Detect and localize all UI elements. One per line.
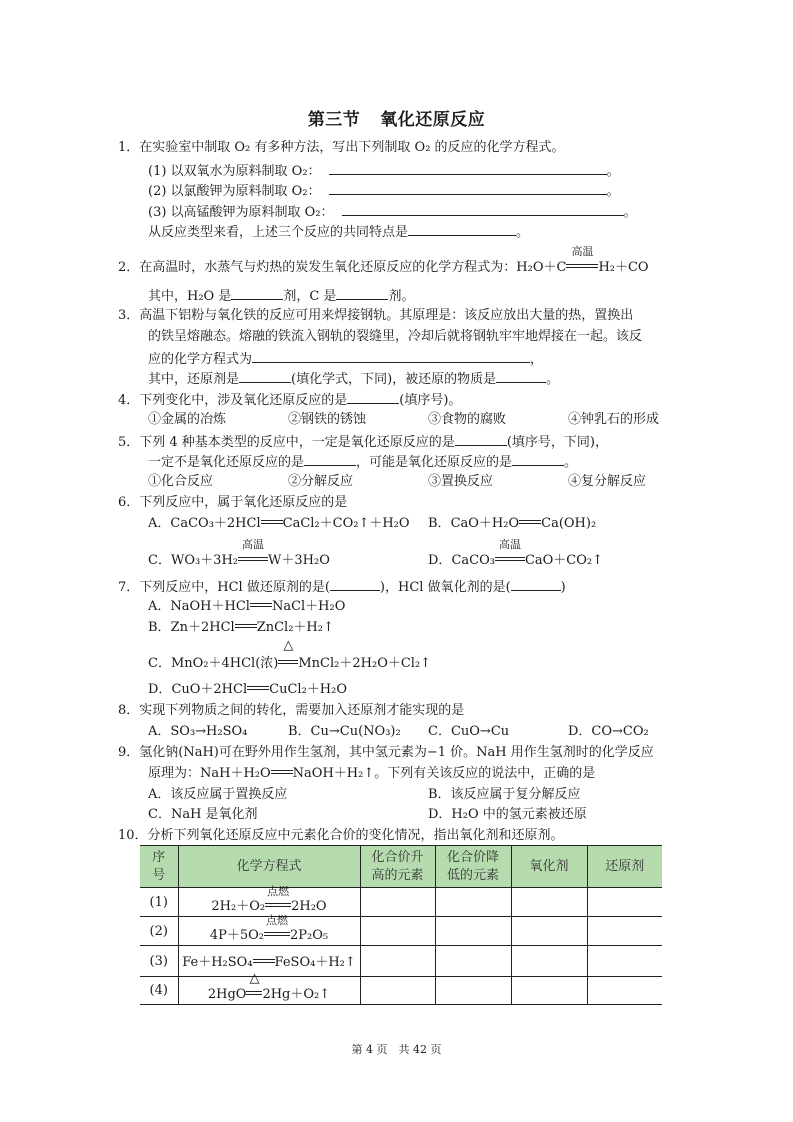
q1-sub2: (2) 以氯酸钾为原料制取 O₂： 。: [148, 181, 620, 201]
header-lowered-element: 化合价降 低的元素: [435, 846, 511, 888]
reaction-arrow: 高温: [566, 259, 598, 277]
answer-cell[interactable]: [360, 917, 435, 946]
answer-blank[interactable]: [455, 432, 507, 446]
answer-cell[interactable]: [360, 888, 435, 917]
answer-cell[interactable]: [435, 917, 511, 946]
q2-stem: 2．在高温时，水蒸气与灼热的炭发生氧化还原反应的化学方程式为：H₂O＋C 高温 H₂＋CO: [118, 245, 649, 275]
answer-blank[interactable]: [329, 181, 607, 195]
answer-cell[interactable]: [360, 977, 435, 1005]
page-footer: 第 4 页 共 42 页: [351, 1043, 442, 1056]
answer-cell[interactable]: [587, 946, 662, 977]
q3-line4: 其中，还原剂是 (填化学式，下同)，被还原的物质是 。: [148, 369, 559, 389]
answer-blank[interactable]: [496, 369, 546, 383]
section-title: 氧化还原反应: [380, 110, 486, 130]
answer-cell[interactable]: [435, 946, 511, 977]
q9-option-a: A．该反应属于置换反应: [148, 787, 288, 802]
answer-cell[interactable]: [587, 977, 662, 1005]
answer-cell[interactable]: [511, 888, 587, 917]
answer-blank[interactable]: [330, 577, 380, 591]
row-equation: 4P＋5O₂ 点燃 2P₂O₅: [178, 917, 360, 946]
q5-line2: 一定不是氧化还原反应的是 ，可能是氧化还原反应的是 。: [148, 452, 577, 472]
q6-option-b: B．CaO＋H₂O Ca(OH)₂: [428, 516, 597, 531]
q5-option-3: ③置换反应: [428, 474, 494, 489]
q6-option-a: A．CaCO₃＋2HCl CaCl₂＋CO₂↑＋H₂O: [148, 516, 410, 531]
header-oxidant: 氧化剂: [511, 846, 587, 888]
answer-cell[interactable]: [587, 917, 662, 946]
section-number: 第三节: [307, 110, 361, 130]
q1-tail: 从反应类型来看，上述三个反应的共同特点是 。: [148, 222, 529, 242]
row-number: (2): [140, 917, 178, 946]
answer-blank[interactable]: [512, 452, 564, 466]
q7-option-a: A．NaOH＋HCl NaCl＋H₂O: [148, 599, 346, 614]
table-row: [140, 917, 662, 946]
q5-line1: 5．下列 4 种基本类型的反应中，一定是氧化还原反应的是 (填序号，下同)，: [118, 432, 608, 452]
q10-stem: 10．分析下列氧化还原反应中元素化合价的变化情况，指出氧化剂和还原剂。: [118, 828, 564, 843]
q9-line1: 9．氢化钠(NaH)可在野外用作生氢剂，其中氢元素为−1 价。NaH 用作生氢剂时的化学反应: [118, 745, 654, 760]
reaction-arrow: 高温: [495, 552, 525, 570]
page-title: [0, 105, 793, 130]
q7-option-c: C．MnO₂＋4HCl(浓) △ MnCl₂＋2H₂O＋Cl₂↑: [148, 638, 432, 671]
row-equation: 2H₂＋O₂ 点燃 2H₂O: [178, 888, 360, 917]
q5-option-1: ①化合反应: [148, 474, 214, 489]
answer-cell[interactable]: [511, 946, 587, 977]
answer-blank[interactable]: [252, 349, 530, 363]
table-header-row: [140, 846, 662, 888]
answer-cell[interactable]: [587, 888, 662, 917]
answer-cell[interactable]: [511, 977, 587, 1005]
q3-line1: 3．高温下铝粉与氧化铁的反应可用来焊接钢轨。其原理是：该反应放出大量的热，置换出: [118, 308, 634, 323]
q1-stem: 1．在实验室中制取 O₂ 有多种方法，写出下列制取 O₂ 的反应的化学方程式。: [118, 140, 565, 155]
answer-cell[interactable]: [360, 946, 435, 977]
row-number: (3): [140, 946, 178, 977]
answer-blank[interactable]: [342, 202, 624, 216]
q8-option-d: D．CO→CO₂: [568, 724, 649, 739]
q4-option-3: ③食物的腐败: [428, 412, 507, 427]
q4-stem: 4．下列变化中，涉及氧化还原反应的是 (填序号)。: [118, 390, 461, 410]
answer-blank[interactable]: [347, 390, 399, 404]
q9-option-d: D．H₂O 中的氢元素被还原: [428, 807, 587, 822]
q9-option-b: B．该反应属于复分解反应: [428, 787, 581, 802]
row-equation: 2HgO △ 2Hg＋O₂↑: [178, 977, 360, 1005]
reaction-arrow: 高温: [238, 552, 268, 570]
table-row: [140, 888, 662, 917]
q4-option-4: ④钟乳石的形成: [568, 412, 660, 427]
q5-option-4: ④复分解反应: [568, 474, 647, 489]
answer-blank[interactable]: [239, 369, 291, 383]
q5-option-2: ②分解反应: [288, 474, 354, 489]
answer-blank[interactable]: [329, 161, 607, 175]
answer-blank[interactable]: [231, 286, 283, 300]
answer-cell[interactable]: [511, 917, 587, 946]
q8-stem: 8．实现下列物质之间的转化，需要加入还原剂才能实现的是: [118, 703, 465, 718]
header-raised-element: 化合价升 高的元素: [360, 846, 435, 888]
table-row: [140, 946, 662, 977]
oxidation-reduction-table: [140, 845, 662, 1005]
answer-cell[interactable]: [435, 888, 511, 917]
reaction-arrow: △: [278, 655, 298, 673]
table-row: [140, 977, 662, 1005]
answer-blank[interactable]: [304, 452, 356, 466]
q4-option-1: ①金属的冶炼: [148, 412, 227, 427]
answer-blank[interactable]: [336, 286, 388, 300]
q7-option-d: D．CuO＋2HCl CuCl₂＋H₂O: [148, 682, 347, 697]
q3-line2: 的铁呈熔融态。熔融的铁流入钢轨的裂缝里，冷却后就将钢轨牢牢地焊接在一起。该反: [148, 329, 643, 344]
q8-option-c: C．CuO→Cu: [428, 724, 510, 739]
q7-stem: 7．下列反应中，HCl 做还原剂的是( )，HCl 做氧化剂的是( ): [118, 577, 566, 597]
q2-line2: 其中，H₂O 是 剂，C 是 剂。: [148, 286, 414, 306]
q7-option-b: B．Zn＋2HCl ZnCl₂＋H₂↑: [148, 620, 334, 635]
header-number: 序 号: [140, 846, 178, 888]
row-number: (4): [140, 977, 178, 1005]
q4-option-2: ②钢铁的锈蚀: [288, 412, 367, 427]
q8-option-a: A．SO₃→H₂SO₄: [148, 724, 248, 739]
q9-line2: 原理为：NaH＋H₂O NaOH＋H₂↑。下列有关该反应的说法中，正确的是: [148, 766, 596, 781]
answer-blank[interactable]: [408, 222, 516, 236]
q6-option-c: C．WO₃＋3H₂ 高温 W＋3H₂O: [148, 538, 330, 568]
q6-stem: 6．下列反应中，属于氧化还原反应的是: [118, 495, 348, 510]
header-reductant: 还原剂: [587, 846, 662, 888]
q1-sub3: (3) 以高锰酸钾为原料制取 O₂： 。: [148, 202, 637, 222]
row-equation: Fe＋H₂SO₄ FeSO₄＋H₂↑: [178, 946, 360, 977]
q6-option-d: D．CaCO₃ 高温 CaO＋CO₂↑: [428, 538, 604, 568]
q9-option-c: C．NaH 是氧化剂: [148, 807, 258, 822]
row-number: (1): [140, 888, 178, 917]
q8-option-b: B．Cu→Cu(NO₃)₂: [288, 724, 401, 739]
answer-blank[interactable]: [511, 577, 561, 591]
header-equation: 化学方程式: [178, 846, 360, 888]
q3-line3: 应的化学方程式为 ，: [148, 349, 543, 369]
answer-cell[interactable]: [435, 977, 511, 1005]
q1-sub1: (1) 以双氧水为原料制取 O₂： 。: [148, 161, 620, 181]
